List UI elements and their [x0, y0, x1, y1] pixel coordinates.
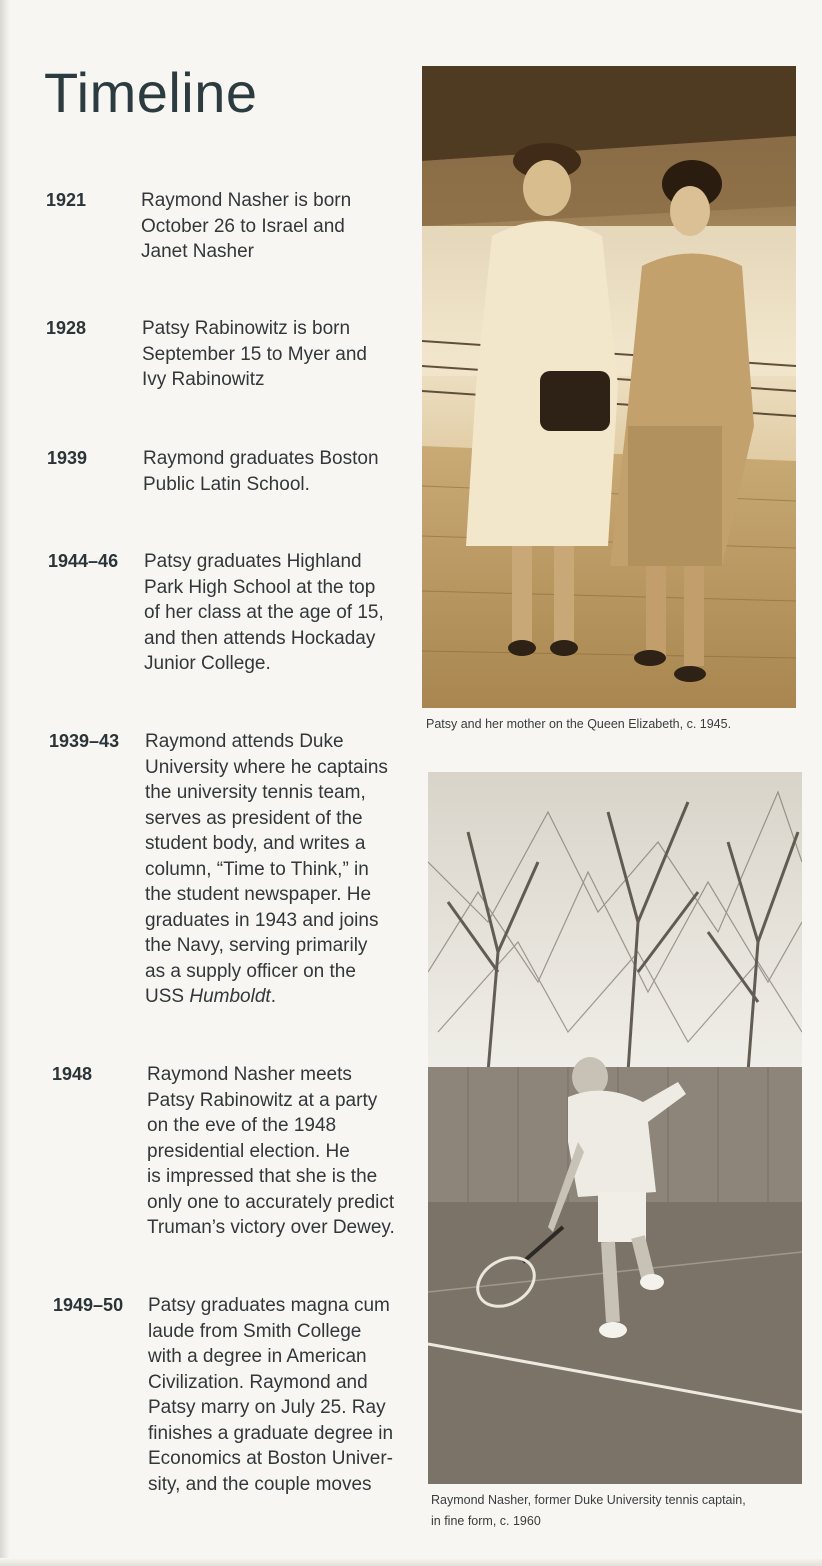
- timeline-text: Patsy Rabinowitz is born September 15 to Myer and Ivy Rabinowitz: [142, 318, 367, 390]
- timeline-entry-1921: [46, 188, 406, 268]
- photo-caption-ship: Patsy and her mother on the Queen Elizabeth, c. 1945.: [426, 717, 732, 731]
- timeline-entry-1928: [46, 316, 406, 396]
- timeline-year: 1949–50: [53, 1295, 124, 1315]
- timeline-year: 1948: [52, 1064, 93, 1084]
- timeline-entry-1944-46: [48, 549, 408, 679]
- timeline-entry-1948: [52, 1062, 412, 1244]
- timeline-entry-1939: [47, 446, 407, 502]
- page-edge: [0, 0, 10, 1566]
- timeline-text: Raymond graduates Boston Public Latin School.: [143, 448, 379, 495]
- photo-tennis-image: [428, 772, 802, 1484]
- photo-caption-tennis: Raymond Nasher, former Duke University tennis captain, in fine form, c. 1960: [431, 1493, 746, 1528]
- timeline-text: Raymond Nasher meets Patsy Rabinowitz at a party on the eve of the 1948 presidential election. He is impressed that she is the only one to accurately predict Truman’s victory over Dewey.: [147, 1064, 395, 1238]
- timeline-text: [145, 729, 388, 1010]
- timeline-year: 1921: [46, 190, 87, 210]
- timeline-entry-1939-43: [49, 729, 409, 1013]
- timeline-text: Patsy graduates magna cum laude from Smith College with a degree in American Civilization. Raymond and Patsy marry on July 25. Ray finishes a graduate degree in Economics at Boston Univer- sity, and the couple moves: [148, 1295, 394, 1495]
- page-title: Timeline: [44, 61, 258, 124]
- timeline-entry-1949-50: [53, 1293, 413, 1503]
- timeline-year: 1939: [47, 448, 88, 468]
- page-bottom-edge: [0, 1558, 822, 1566]
- timeline-text: Patsy graduates Highland Park High School at the top of her class at the age of 15, and then attends Hockaday Junior College.: [144, 551, 384, 674]
- timeline-year: 1928: [46, 318, 87, 338]
- timeline-year: 1939–43: [49, 731, 120, 751]
- timeline-year: 1944–46: [48, 551, 119, 571]
- photo-ship-deck-image: [422, 66, 796, 708]
- timeline-text-main: Raymond attends Duke University where he captains the university tennis team, serves as president of the student body, and writes a column, “Time to Think,” in the student newspaper. He graduates in 1943 and joins the Navy, serving primarily as a supply officer on the USS: [145, 731, 388, 1007]
- ship-name: Humboldt: [189, 986, 271, 1007]
- timeline-text: Raymond Nasher is born October 26 to Israel and Janet Nasher: [141, 190, 352, 262]
- photo-tennis: [428, 772, 802, 1484]
- timeline-text-end: .: [270, 986, 276, 1007]
- photo-ship-deck: [422, 66, 796, 708]
